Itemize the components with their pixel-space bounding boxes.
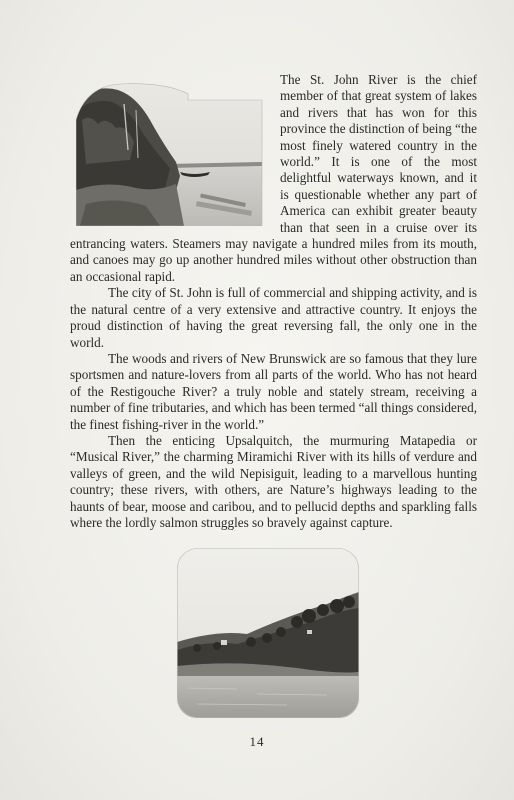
river-bank-photo: [76, 80, 266, 226]
paragraph-upsalquitch: Then the enticing Upsalquitch, the murmuring Matapedia or “Musical River,” the charming Miramichi River with its hills of verdure and valleys of green, and the wild Nepisiguit, leading to a marvellous hunting country; these rivers, with others, are Nature’s highways leading to the haunts of bear, moose and caribou, and to pellucid depths and sparkling falls where the lordly salmon struggles so bravely against capture.: [70, 432, 477, 530]
page-number: 14: [249, 734, 265, 749]
paragraph-woods-and-rivers: The woods and rivers of New Brunswick are so famous that they lure sportsmen and nature-lovers from all parts of the world. Who has not heard of the Restigouche River? a truly noble and stately stream, receiving a number of fine tributaries, and which has been termed “all things considered, the finest fishing-river in the world.”: [70, 350, 477, 432]
paragraph-city-of-st-john: The city of St. John is full of commercial and shipping activity, and is the natural centre of a very extensive and attractive country. It enjoys the proud distinction of having the great reversing fall, the only one in the world.: [70, 285, 477, 350]
river-hills-photo: [177, 548, 359, 718]
paragraph-st-john-river: The St. John River is the chief member of that great system of lakes and rivers that has won for this province the distinction of being “the most finely watered country in the world.” It is one of the most delightful waterways known, and it is questionable whether any part of America can exhibit greater beauty than that seen in a cruise over its entrancing waters. Steamers may navigate a hundred miles from its mouth, and canoes may go up another hundred miles without other obstruction than an occasional rapid.: [70, 72, 477, 284]
